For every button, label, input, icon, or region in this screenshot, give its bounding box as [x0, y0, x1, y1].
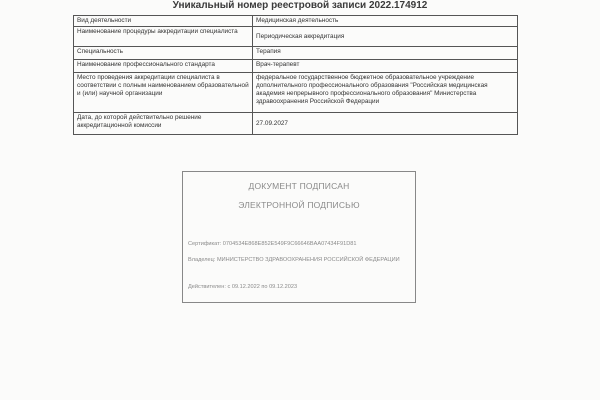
row-label: Наименование профессионального стандарта — [74, 60, 253, 73]
stamp-certificate: Сертификат: 0704534E868E852E549F9C66646BAA07434F91D81 — [188, 241, 357, 247]
stamp-validity: Действителен: с 09.12.2022 по 09.12.2023 — [188, 284, 298, 290]
e-signature-stamp — [182, 171, 416, 303]
row-label: Дата, до которой действительно решение аккредитационной комиссии — [74, 113, 253, 135]
row-value: 27.09.2027 — [253, 113, 518, 135]
registry-number-title: Уникальный номер реестровой записи 2022.174912 — [172, 0, 428, 11]
row-value: Терапия — [253, 47, 518, 60]
row-value: Медицинская деятельность — [253, 16, 518, 27]
table-row — [74, 60, 518, 73]
row-label: Наименование процедуры аккредитации специалиста — [74, 27, 253, 47]
table-row — [74, 47, 518, 60]
row-value: федеральное государственное бюджетное образовательное учреждение дополнительного профессионального образования "Российская медицинская академия непрерывного профессионального образования" Министерства здравоохранения Российской Федерации — [253, 73, 518, 113]
stamp-owner: Владелец: МИНИСТЕРСТВО ЗДРАВООХРАНЕНИЯ РОССИЙСКОЙ ФЕДЕРАЦИИ — [188, 257, 400, 263]
table-row — [74, 73, 518, 113]
row-value: Периодическая аккредитация — [253, 27, 518, 47]
row-value: Врач-терапевт — [253, 60, 518, 73]
row-label: Вид деятельности — [74, 16, 253, 27]
table-row — [74, 113, 518, 135]
stamp-title-line2: ЭЛЕКТРОННОЙ ПОДПИСЬЮ — [238, 200, 360, 210]
table-row — [74, 27, 518, 47]
accreditation-table — [73, 15, 518, 135]
row-label: Специальность — [74, 47, 253, 60]
table-row — [74, 16, 518, 27]
stamp-title-line1: ДОКУМЕНТ ПОДПИСАН — [248, 181, 350, 191]
row-label: Место проведения аккредитации специалиста в соответствии с полным наименованием образовательной и (или) научной организации — [74, 73, 253, 113]
